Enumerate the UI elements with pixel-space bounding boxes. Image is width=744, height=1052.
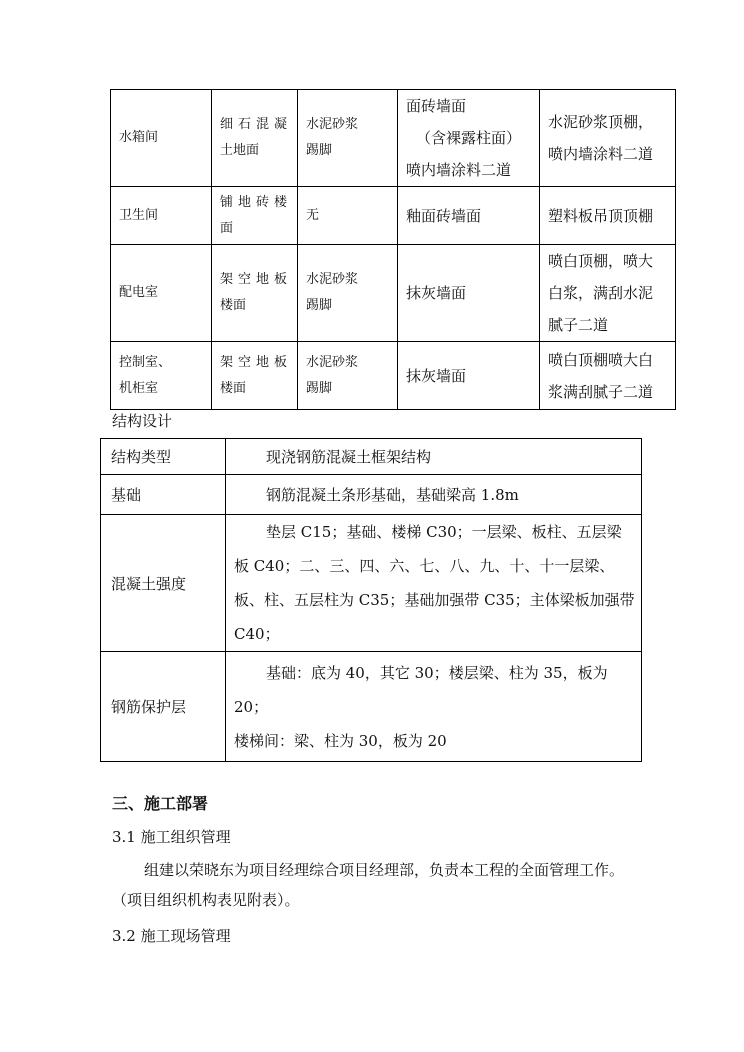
floor-finish: 架空地板 楼面 [212, 245, 298, 342]
wall-finish: 抹灰墙面 [398, 342, 540, 410]
table-row [111, 90, 676, 187]
table-row [101, 515, 642, 652]
table-row [111, 342, 676, 410]
table-row [101, 652, 642, 762]
table-row [101, 439, 642, 475]
ceiling-finish: 喷白顶棚喷大白 浆满刮腻子二道 [540, 342, 676, 410]
ceiling-finish: 水泥砂浆顶棚， 喷内墙涂料二道 [540, 90, 676, 187]
table-row [111, 187, 676, 245]
floor-finish: 架空地板 楼面 [212, 342, 298, 410]
section-title: 三、施工部署 [112, 794, 209, 813]
room-finish-table [110, 89, 676, 410]
structure-value-cell: 垫层 C15；基础、楼梯 C30；一层梁、板柱、五层梁板 C40；二、三、四、六、七、八、九、十、十一层梁、板、柱、五层柱为 C35；基础加强带 C35；主体梁板加强带 C40； [226, 515, 642, 652]
paragraph: 组建以荣晓东为项目经理综合项目经理部，负责本工程的全面管理工作。（项目组织机构表见附表）。 [112, 861, 625, 909]
structure-label-cell: 结构类型 [101, 439, 226, 475]
skirting-finish: 水泥砂浆 踢脚 [298, 245, 398, 342]
room-name: 控制室、 机柜室 [111, 342, 212, 410]
ceiling-finish: 塑料板吊顶顶棚 [540, 187, 676, 245]
room-name: 配电室 [111, 245, 212, 342]
room-name: 水箱间 [111, 90, 212, 187]
wall-finish: 面砖墙面 （含裸露柱面） 喷内墙涂料二道 [398, 90, 540, 187]
skirting-finish: 水泥砂浆 踢脚 [298, 90, 398, 187]
structure-value-cell: 钢筋混凝土条形基础，基础梁高 1.8m [226, 475, 642, 515]
structure-table [100, 438, 642, 762]
structure-label-cell: 基础 [101, 475, 226, 515]
structure-value-cell: 现浇钢筋混凝土框架结构 [226, 439, 642, 475]
subsection-title: 3.2 施工现场管理 [112, 927, 231, 945]
floor-finish: 细石混凝 土地面 [212, 90, 298, 187]
wall-finish: 抹灰墙面 [398, 245, 540, 342]
table-row [111, 245, 676, 342]
structure-label-cell: 钢筋保护层 [101, 652, 226, 762]
skirting-finish: 水泥砂浆 踢脚 [298, 342, 398, 410]
skirting-finish: 无 [298, 187, 398, 245]
floor-finish: 铺地砖楼 面 [212, 187, 298, 245]
structure-value-cell: 基础：底为 40，其它 30；楼层梁、柱为 35，板为 20； 楼梯间：梁、柱为 30，板为 20 [226, 652, 642, 762]
table-row [101, 475, 642, 515]
structure-label-cell: 混凝土强度 [101, 515, 226, 652]
ceiling-finish: 喷白顶棚，喷大 白浆，满刮水泥 腻子二道 [540, 245, 676, 342]
subsection-title: 3.1 施工组织管理 [112, 828, 231, 846]
structure-design-label: 结构设计 [112, 412, 173, 430]
room-name: 卫生间 [111, 187, 212, 245]
wall-finish: 釉面砖墙面 [398, 187, 540, 245]
